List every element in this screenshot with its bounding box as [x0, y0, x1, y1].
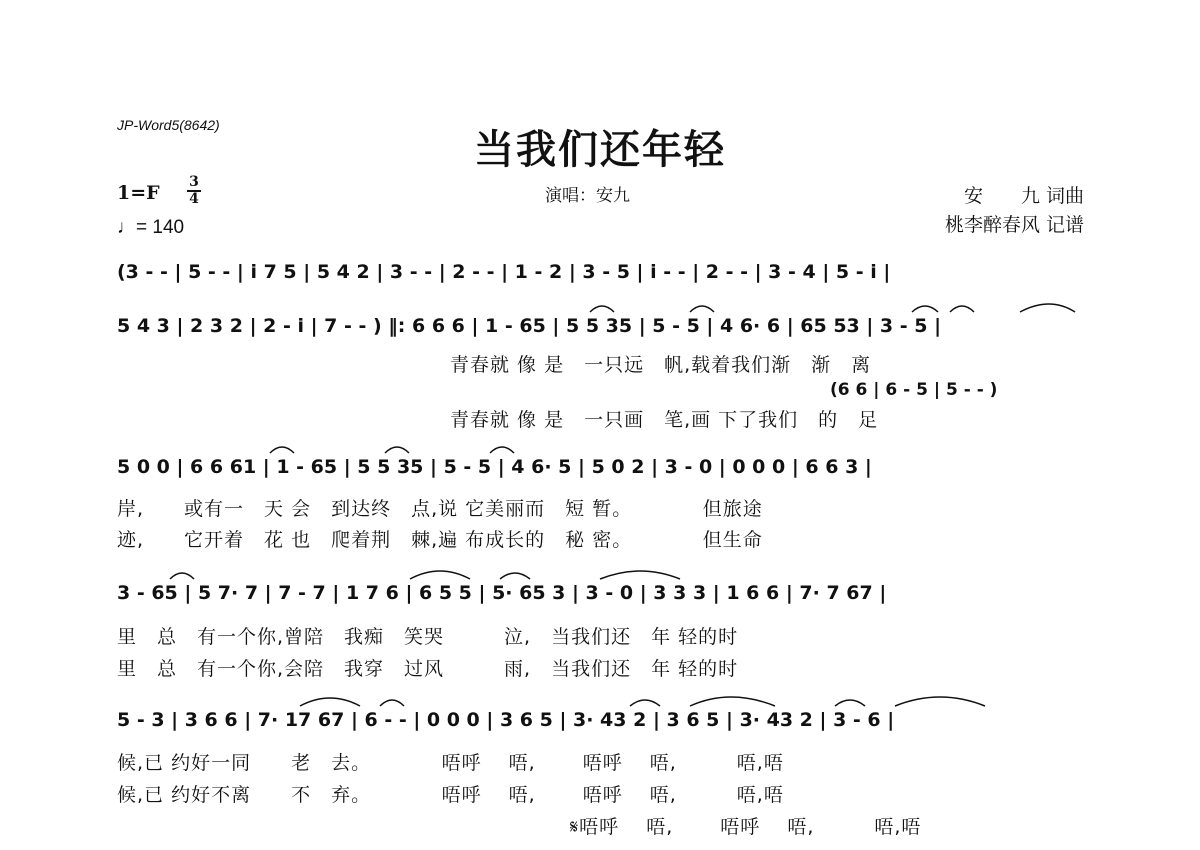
- alt-ending-notes: (6 6 | 6 - 5 | 5 - - ): [830, 380, 998, 400]
- key-signature: 1=F: [117, 182, 160, 204]
- lyric-line: 候,已 约好不离 不 弃。 唔呼 唔, 唔呼 唔, 唔,唔: [117, 784, 784, 806]
- slur: [380, 700, 404, 706]
- slur: [385, 447, 409, 453]
- slur: [895, 697, 985, 706]
- slur: [835, 700, 865, 706]
- lyric-line: 青春就 像 是 一只画 笔,画 下了我们 的 足: [450, 409, 879, 431]
- slur: [1020, 304, 1075, 312]
- meter-bottom: 4: [189, 191, 199, 207]
- composer-credit: 安 九 词曲: [963, 185, 1084, 207]
- slur: [630, 700, 660, 706]
- lyric-line: 𝄋唔呼 唔, 唔呼 唔, 唔,唔: [570, 816, 922, 838]
- notes: 3 - 65 | 5 7· 7 | 7 - 7 | 1 7 6 | 6 5 5 | 5· 65 3 | 3 - 0 | 3 3 3 | 1 6 6 | 7· 7 67 |: [117, 582, 887, 604]
- slur: [950, 306, 974, 312]
- slur: [490, 447, 514, 453]
- tempo-mark: ♩= 140: [117, 217, 185, 238]
- slur: [170, 573, 194, 579]
- song-title: 当我们还年轻: [474, 127, 726, 173]
- slur: [410, 571, 470, 579]
- slur: [590, 306, 614, 312]
- lyric-line: 迹, 它开着 花 也 爬着荆 棘,遍 布成长的 秘 密。 但生命: [117, 529, 763, 551]
- lyric-line: 青春就 像 是 一只远 帆,载着我们渐 渐 离: [450, 354, 872, 376]
- notes: 5 - 3 | 3 6 6 | 7· 17 67 | 6 - - | 0 0 0 | 3 6 5 | 3· 43 2 | 3 6 5 | 3· 43 2 | 3 - 6 |: [117, 709, 895, 731]
- slur: [300, 698, 360, 706]
- lyric-line: 岸, 或有一 天 会 到达终 点,说 它美丽而 短 暂。 但旅途: [117, 498, 763, 520]
- meter-top: 3: [189, 174, 199, 190]
- slur: [600, 571, 680, 579]
- software-label: JP-Word5(8642): [117, 117, 220, 133]
- notes: 5 4 3 | 2 3 2 | 2 - i | 7 - - ) ‖: 6 6 6 | 1 - 65 | 5 5 35 | 5 - 5 | 4 6· 6 | 65 53 | 3 - 5 |: [117, 315, 942, 337]
- slur: [690, 697, 775, 706]
- notes: 5 0 0 | 6 6 61 | 1 - 65 | 5 5 35 | 5 - 5 | 4 6· 5 | 5 0 2 | 3 - 0 | 0 0 0 | 6 6 3 |: [117, 456, 872, 478]
- lyric-line: 候,已 约好一同 老 去。 唔呼 唔, 唔呼 唔, 唔,唔: [117, 752, 784, 774]
- lyric-line: 里 总 有一个你,会陪 我穿 过风 雨, 当我们还 年 轻的时: [117, 658, 739, 680]
- singer-credit: 演唱：安九: [545, 186, 630, 206]
- slur: [912, 306, 938, 312]
- slur: [270, 447, 294, 453]
- transcriber-credit: 桃李醉春风 记谱: [944, 214, 1084, 236]
- lyric-line: 里 总 有一个你,曾陪 我痴 笑哭 泣, 当我们还 年 轻的时: [117, 626, 739, 648]
- slur: [500, 573, 530, 579]
- slur: [690, 306, 714, 312]
- notes: (3 - - | 5 - - | i 7 5 | 5 4 2 | 3 - - | 2 - - | 1 - 2 | 3 - 5 | i - - | 2 - - | 3 - 4 | 5 - i |: [117, 261, 891, 283]
